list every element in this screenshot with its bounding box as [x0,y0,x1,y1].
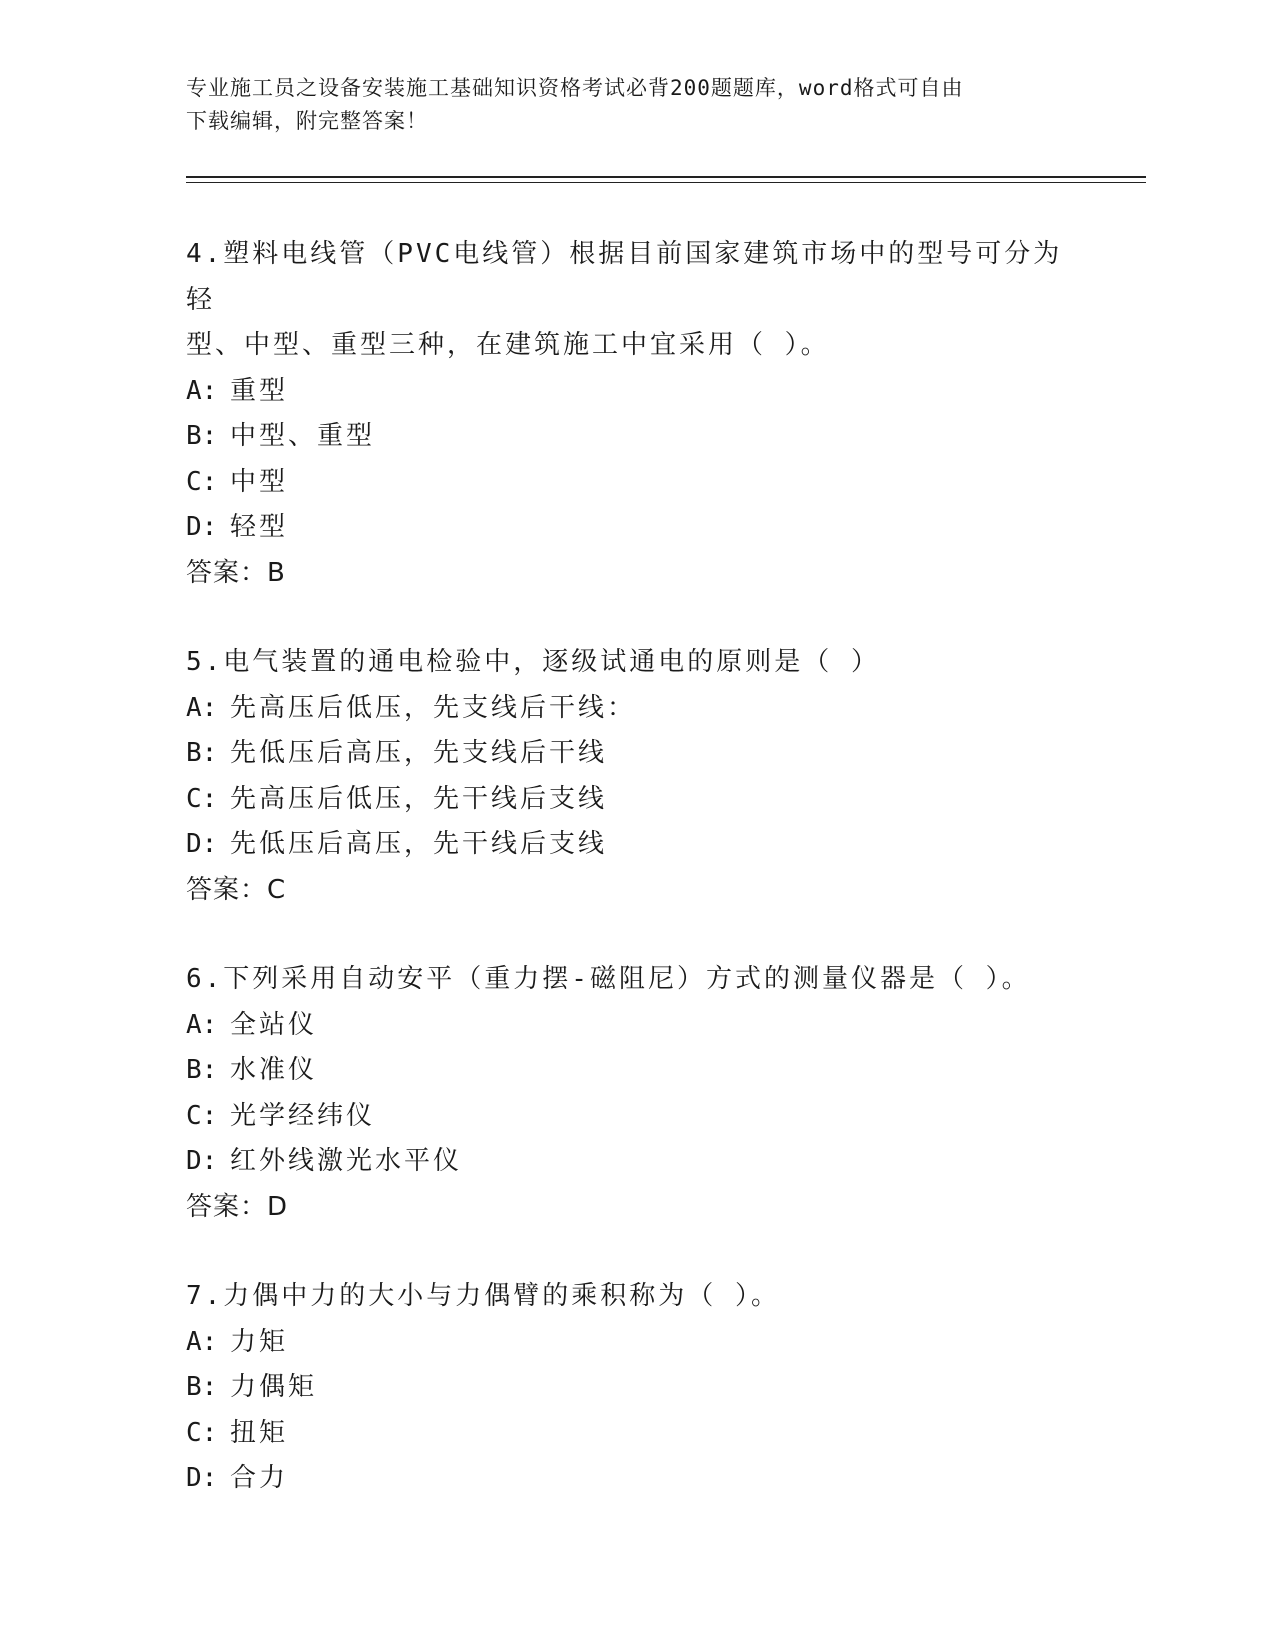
option-text: 全站仪 [230,1009,318,1040]
question-list [186,232,1086,1546]
option-text: 先高压后低压，先支线后干线： [230,692,637,723]
option-label: A: [186,692,218,723]
option-text: 中型、重型 [230,421,376,451]
option-label: C: [186,1100,218,1131]
answer-line: 答案：C [186,874,287,905]
option-text: 力偶矩 [230,1372,318,1402]
option-a [186,686,1086,732]
option-label: A: [186,1326,218,1357]
question-stem-continued: 型、中型、重型三种，在建筑施工中宜采用（ ）。 [186,330,830,360]
option-label: D: [186,1146,218,1176]
option-d [186,1139,1086,1185]
option-label: A: [186,375,218,406]
option-text: 先低压后高压，先干线后支线 [230,829,608,859]
header-title-line-1: 专业施工员之设备安装施工基础知识资格考试必背200题题库，word格式可自由 [186,76,964,100]
option-d [186,822,1086,868]
option-text: 力矩 [230,1326,289,1357]
header-divider-thick [186,176,1146,178]
option-b [186,1048,1086,1094]
option-label: C: [186,1417,218,1448]
option-c [186,1094,1086,1140]
question-5 [186,640,1086,913]
option-text: 先高压后低压，先干线后支线 [230,783,608,814]
header-title-line-2: 下载编辑，附完整答案！ [186,109,428,133]
question-6 [186,957,1086,1230]
option-b [186,414,1086,460]
option-label: D: [186,1463,218,1493]
option-text: 水准仪 [230,1055,318,1085]
option-b [186,1365,1086,1411]
option-label: B: [186,1055,218,1085]
option-label: B: [186,1372,218,1402]
option-label: B: [186,421,218,451]
option-label: A: [186,1009,218,1040]
option-label: B: [186,738,218,768]
option-label: D: [186,512,218,542]
option-d [186,505,1086,551]
option-text: 红外线激光水平仪 [230,1146,463,1176]
question-7 [186,1274,1086,1502]
option-c [186,1411,1086,1457]
option-text: 先低压后高压，先支线后干线 [230,738,608,768]
option-text: 轻型 [230,512,289,542]
question-stem: 5.电气装置的通电检验中，逐级试通电的原则是（ ） [186,647,880,677]
option-text: 扭矩 [230,1417,289,1448]
option-label: C: [186,466,218,497]
answer-line: 答案：B [186,557,286,588]
option-b [186,731,1086,777]
option-text: 中型 [230,466,289,497]
option-d [186,1456,1086,1502]
option-text: 重型 [230,375,289,406]
question-stem: 6.下列采用自动安平（重力摆-磁阻尼）方式的测量仪器是（ ）。 [186,964,1031,994]
option-c [186,777,1086,823]
answer-line: 答案：D [186,1191,289,1222]
option-label: C: [186,783,218,814]
option-text: 光学经纬仪 [230,1100,376,1131]
question-4 [186,232,1086,596]
question-stem: 4.塑料电线管（PVC电线管）根据目前国家建筑市场中的型号可分为轻 [186,239,1063,315]
document-header [186,72,1066,138]
option-label: D: [186,829,218,859]
option-c [186,460,1086,506]
option-a [186,1320,1086,1366]
option-text: 合力 [230,1463,289,1493]
option-a [186,369,1086,415]
question-stem: 7.力偶中力的大小与力偶臂的乘积称为（ ）。 [186,1281,780,1311]
option-a [186,1003,1086,1049]
header-divider-thin [186,182,1146,183]
